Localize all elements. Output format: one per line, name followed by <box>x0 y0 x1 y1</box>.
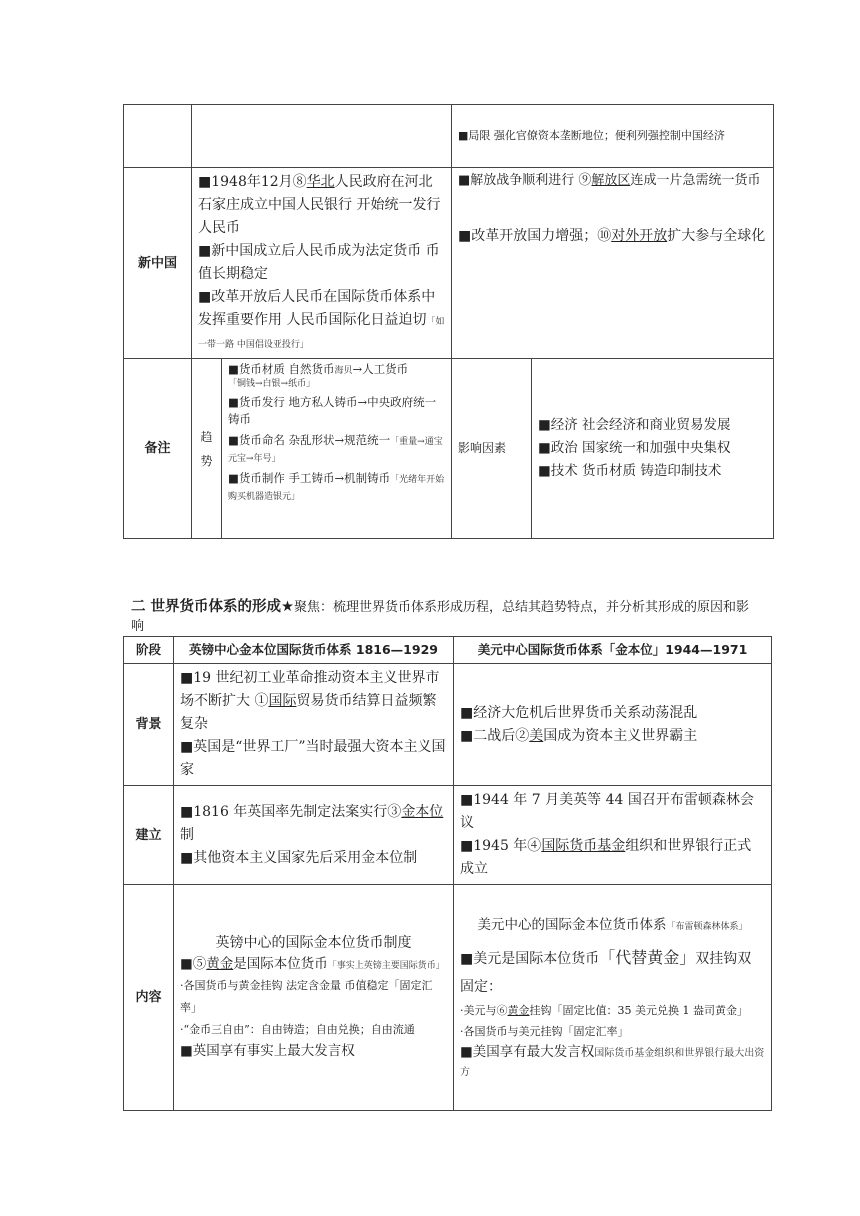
trend-material: ■货币材质 自然货币海贝→人工货币 <box>228 362 409 376</box>
event-legal-currency: ■新中国成立后人民币成为法定货币 币值长期稳定 <box>198 243 440 282</box>
reason-opening: ■改革开放国力增强；⑩对外开放扩大参与全球化 <box>458 228 766 244</box>
header-pound-system: 英镑中心金本位国际货币体系 1816—1929 <box>174 637 454 664</box>
trend-production: ■货币制作 手工铸币→机制铸币「光绪年开始购买机器造银元」 <box>228 471 445 502</box>
factor-label: 影响因素 <box>452 359 532 539</box>
factor-list <box>532 359 774 539</box>
world-currency-system-table <box>123 636 772 1111</box>
table-header-row <box>124 637 772 664</box>
header-dollar-system: 美元中心国际货币体系「金本位」1944—1971 <box>454 637 772 664</box>
table-row <box>124 664 772 786</box>
table-row <box>124 359 774 539</box>
background-postwar: ■二战后②美国成为资本主义世界霸主 <box>460 727 698 744</box>
row-label-beijing: 背景 <box>124 664 174 786</box>
empty-label-cell <box>124 105 192 168</box>
dollar-background-cell <box>454 664 772 786</box>
table-row <box>124 105 774 168</box>
content-us-voice: ■美国享有最大发言权国际货币基金组织和世界银行最大出资方 <box>460 1043 765 1078</box>
trend-label: 趋 势 <box>192 359 222 539</box>
header-stage: 阶段 <box>124 637 174 664</box>
pound-establish-cell <box>174 786 454 885</box>
limitation-cell: ■局限 强化官僚资本垄断地位；便利列强控制中国经济 <box>452 105 774 168</box>
trend-list: ■货币材质 自然货币海贝→人工货币 「铜钱→白银→纸币」 ■货币发行 地方私人铸币→中央政府统一铸币 ■货币命名 杂乱形状→规范统一「重量→通宝元宝→年号」 ■货币制作 手工铸币→机制铸币「光绪年开始购买机器造银元」 <box>222 359 452 539</box>
factor-economy: ■经济 社会经济和商业贸易发展 <box>538 417 731 433</box>
row-label-xinzhongguo: 新中国 <box>124 168 192 359</box>
content-dollar-standard: ■美元是国际本位货币「代替黄金」双挂钩双固定： <box>460 947 752 995</box>
row-label-beizhu: 备注 <box>124 359 192 539</box>
background-crisis: ■经济大危机后世界货币关系动荡混乱 <box>460 704 698 721</box>
factor-politics: ■政治 国家统一和加强中央集权 <box>538 440 731 456</box>
pound-background-cell <box>174 664 454 786</box>
trend-issuance: ■货币发行 地方私人铸币→中央政府统一铸币 <box>228 395 437 426</box>
table-row <box>124 885 772 1111</box>
currency-history-table <box>123 104 774 539</box>
table-row <box>124 168 774 359</box>
event-reform: ■改革开放后人民币在国际货币体系中发挥重要作用 人民币国际化日益迫切「如一带一路 中国倡设亚投行」 <box>198 289 445 350</box>
table-row <box>124 786 772 885</box>
empty-cell <box>192 105 452 168</box>
establish-1816: ■1816 年英国率先制定法案实行③金本位制 <box>180 803 444 843</box>
establish-1944: ■1944 年 7 月美英等 44 国召开布雷顿森林会议 <box>460 792 754 831</box>
factor-technology: ■技术 货币材质 铸造印制技术 <box>538 463 722 479</box>
dollar-establish-cell <box>454 786 772 885</box>
event-1948: ■1948年12月⑧华北人民政府在河北石家庄成立中国人民银行 开始统一发行人民币 <box>198 174 441 236</box>
xinzhongguo-reasons-cell <box>452 168 774 359</box>
establish-others: ■其他资本主义国家先后采用金本位制 <box>180 849 418 866</box>
content-three-freedoms: ·“金币三自由”：自由铸造；自由兑换；自由流通 <box>180 1023 415 1036</box>
background-britain: ■英国是“世界工厂”当时最强大资本主义国家 <box>180 739 446 778</box>
content-gold-standard: ■⑤黄金是国际本位货币「事实上英镑主要国际货币」 <box>180 956 445 972</box>
pound-content-cell <box>174 885 454 1111</box>
background-industrial: ■19 世纪初工业革命推动资本主义世界市场不断扩大 ①国际贸易货币结算日益频繁复杂 <box>180 670 440 732</box>
section-heading <box>131 598 751 636</box>
row-label-jianli: 建立 <box>124 786 174 885</box>
dollar-content-title: 美元中心的国际金本位货币体系「布雷顿森林体系」 <box>477 916 748 933</box>
content-britain-voice: ■英国享有事实上最大发言权 <box>180 1043 355 1059</box>
content-fixed-rate: ·各国货币与黄金挂钩 法定含金量 币值稳定「固定汇率」 <box>180 979 433 1014</box>
establish-1945: ■1945 年④国际货币基金组织和世界银行正式成立 <box>460 838 752 877</box>
section-focus: 聚焦：梳理世界货币体系形成历程，总结其趋势特点，并分析其形成的原因和影响 <box>131 600 750 634</box>
content-dollar-gold-peg: ·美元与⑥黄金挂钩「固定比值：35 美元兑换 1 盎司黄金」 <box>460 1003 748 1017</box>
pound-content-title: 英镑中心的国际金本位货币制度 <box>215 935 412 951</box>
reason-liberation: ■解放战争顺利进行 ⑨解放区连成一片急需统一货币 <box>458 173 761 188</box>
trend-naming: ■货币命名 杂乱形状→规范统一「重量→通宝元宝→年号」 <box>228 433 443 464</box>
row-label-neirong: 内容 <box>124 885 174 1111</box>
xinzhongguo-events-cell <box>192 168 452 359</box>
content-currency-dollar-peg: ·各国货币与美元挂钩「固定汇率」 <box>460 1024 629 1038</box>
dollar-content-cell <box>454 885 772 1111</box>
section-title: 二 世界货币体系的形成★ <box>131 599 295 615</box>
